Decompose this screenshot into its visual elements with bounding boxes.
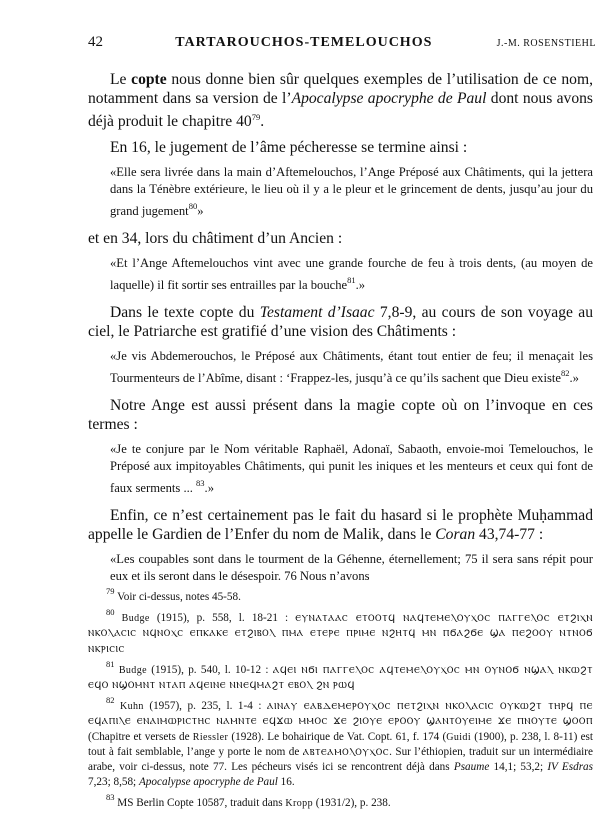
text-span: 7,8-9, au cours de son voyage au ciel, le Patriarche est gratifié d’une vision des Châtiments : xyxy=(88,304,593,340)
text-span: «Elle sera livrée dans la main d’Aftemelouchos, l’Ange Préposé aux Châtiments, qui la jettera dans la Ténèbre extérieure, le lieu où il y a le pleur et le grincement de dents, jusqu’au jour du grand jugement xyxy=(110,165,593,218)
footnote-number: 83 xyxy=(106,792,115,803)
text-span: Budge xyxy=(121,613,150,625)
text-span: 14,1; 53,2; xyxy=(489,761,548,774)
text-span: Testament d’Isaac xyxy=(259,304,375,321)
paragraph-2: En 16, le jugement de l’âme pécheresse se termine ainsi : xyxy=(110,139,468,156)
coptic-text: ⲀⲂⲦⲈⲀⲘⲞⲖⲞⲨⲬⲞⲤ xyxy=(302,746,390,758)
text-span: Enfin, ce n’est certainement pas le fait du hasard si le prophète Muḥammad appelle le Gardien de l’Enfer du nom de Malik, dans le xyxy=(88,507,593,543)
text-span: (1957), p. 235, l. 1-4 : xyxy=(143,700,267,713)
text-span: (1915), p. 540, l. 10-12 : xyxy=(146,663,273,676)
text-span: (1900), p. 238, l. 8-11) est tout à fait semblable, l’ange y porte le nom de xyxy=(88,730,593,758)
text-span: nous donne bien sûr quelques exemples de l’utilisation de ce nom, notamment dans sa version de l’ xyxy=(88,71,593,107)
text-span: . Sur l’éthiopien, traduit sur un intermédiaire arabe, voir ci-dessus, note 77. Les pécheurs visés ici se rencontrent déjà dans xyxy=(88,745,593,774)
quote-4 xyxy=(110,441,593,497)
text-span: (1915), p. 558, l. 18-21 : xyxy=(149,612,296,625)
text-span: dont nous avons déjà produit le chapitre 40 xyxy=(88,90,594,130)
text-span: «Et l’Ange Aftemelouchos vint avec une grande fourche de feu à trois dents, (au moyen de laquelle) il fit sortir ses entrailles par la bouche xyxy=(110,256,593,292)
text-span: Dans le texte copte du xyxy=(110,304,260,321)
quote-3 xyxy=(110,348,593,387)
paragraph-3: et en 34, lors du châtiment d’un Ancien : xyxy=(88,230,343,247)
text-span: » xyxy=(197,204,204,218)
text-span: IV Esdras xyxy=(547,761,593,774)
coptic-text: ⲈⲨⲚⲀⲦⲀⲀⲤ ⲈⲦⲞⲞⲦϤ ⲚⲀϤⲦⲈⲘⲈⲖⲞⲨⲬⲞⲤ ⲠⲀⲄⲄⲈⲖⲞⲤ ⲈⲦϨⲒⲬⲚ ⲚⲔⲞⲖⲀⲤⲒⲤ ⲚϤⲚⲞⲬⲤ ⲈⲠⲔⲀⲔⲈ ⲈⲦϨⲒⲂⲞⲖ ⲠⲘⲀ ⲈⲦⲈⲢⲈ ⲠⲢⲒⲘⲈ ⲚϨⲎⲦϤ ⲘⲚ ⲠϬⲀϨϬⲈ ϢⲀ ⲠⲈϨⲞⲞⲨ ⲚⲦⲚⲞϬ ⲚⲔⲢⲒⲤⲒⲤ xyxy=(88,613,594,655)
text-span: 43,74-77 : xyxy=(475,526,544,543)
footnote-number: 79 xyxy=(106,586,115,596)
footnote-number: 81 xyxy=(106,658,115,669)
quote-2 xyxy=(110,255,593,294)
footnote-83 xyxy=(88,790,593,811)
text-span: Kropp xyxy=(285,798,313,810)
quote-5: «Les coupables sont dans le tourment de la Géhenne, éternellement; 75 il sera sans répit pour eux et ils seront dans le désespoir. 76 Nous n’avons xyxy=(110,552,593,583)
footnote-ref: 79 xyxy=(251,112,261,122)
text-span: Riessler xyxy=(192,731,229,743)
text-span: 7,23; 8,58; xyxy=(88,776,139,789)
footnote-81 xyxy=(88,657,593,693)
text-span: Le xyxy=(110,71,132,88)
paragraph-5: Notre Ange est aussi présent dans la magie copte où on l’invoque en ces termes : xyxy=(88,397,593,433)
text-span: (Chapitre et versets de xyxy=(88,730,193,743)
text-span: (1928). Le bohairique de Vat. Copt. 61, f. 174 ( xyxy=(228,730,447,743)
footnote-80 xyxy=(88,605,593,657)
text-span: 16. xyxy=(277,776,295,789)
text-span: .» xyxy=(204,481,214,495)
running-author: J.-M. ROSENSTIEHL xyxy=(496,38,596,49)
coptic-text: ⲀϤⲈⲒ ⲚϬⲒ ⲠⲀⲄⲄⲈⲖⲞⲤ ⲀϤⲦⲈⲘⲈⲖⲞⲨⲬⲞⲤ ⲘⲚ ⲞⲨⲚⲞϬ ⲚϢⲀⲖ ⲚⲔⲰϨⲦ ⲈϤⲞ ⲚϢⲞⲘⲚⲦ ⲚⲦⲀⲠ ⲀϤⲈⲒⲚⲈ ⲚⲚⲈϤⲘⲀϨⲦ ⲈⲂⲞⲖ ϨⲚ ⲢⲰϤ xyxy=(88,664,594,692)
text-span: .» xyxy=(569,371,579,385)
running-header xyxy=(88,34,596,54)
text-span: Psaume xyxy=(453,761,490,774)
footnote-ref: 81 xyxy=(347,275,356,285)
text-span: Budge xyxy=(118,664,147,676)
text-span: copte xyxy=(131,71,167,88)
footnote-ref: 80 xyxy=(188,201,198,211)
footnote-number: 82 xyxy=(106,695,115,706)
footnote-number: 80 xyxy=(106,607,115,618)
text-span: . xyxy=(260,113,265,130)
footnotes xyxy=(88,584,593,812)
text-span: Coran xyxy=(435,526,476,543)
coptic-text: ⲀⲒⲚⲀⲨ ⲈⲀⲂⲆⲈⲘⲈⲢⲞⲨⲬⲞⲤ ⲠⲈⲦϨⲒⲬⲚ ⲚⲔⲞⲖⲀⲤⲒⲤ ⲞⲨⲔⲰϨⲦ ⲦⲎⲢϤ ⲠⲈ ⲈϤⲀⲠⲒⲖⲈ ⲈⲚⲀⲒⲘⲰⲢⲒⲤⲦⲎⲤ ⲚⲀⲘⲚⲦⲈ ⲈϤϪⲰ ⲘⲘⲞⲤ ϪⲈ ϨⲒⲞⲨⲈ ⲈⲢⲞⲞⲨ ϢⲀⲚⲦⲞⲨⲈⲒⲘⲈ ϪⲈ ⲠⲚⲞⲨⲦⲈ ϢⲞⲞⲠ xyxy=(88,701,593,728)
text-span: Guidi xyxy=(446,731,471,743)
text-span: (1931/2), p. 238. xyxy=(312,797,391,810)
paragraph-6 xyxy=(88,506,593,544)
text-span: «Je te conjure par le Nom véritable Raphaël, Adonaï, Sabaoth, envoie-moi Temelouchos, le Préposé aux impitoyables Châtiments, qui punit les iniques et les menteurs et ceux qui font de faux serments ... xyxy=(110,442,593,495)
paragraph-1 xyxy=(88,70,593,131)
text-span: MS Berlin Copte 10587, traduit dans xyxy=(114,797,286,810)
text-span: Kuhn xyxy=(120,701,144,713)
footnote-79 xyxy=(88,584,593,605)
text-span: .» xyxy=(355,278,366,292)
footnote-ref: 83 xyxy=(196,478,205,488)
running-title: TARTAROUCHOS-TEMELOUCHOS xyxy=(175,35,433,50)
text-span: «Je vis Abdemerouchos, le Préposé aux Châtiments, étant tout entier de feu; il menaçait les Tourmenteurs de l’Abîme, disant : ‘Frappez-les, jusqu’à ce qu’ils sachent que Dieu existe xyxy=(110,349,593,385)
footnote-ref: 82 xyxy=(560,368,570,378)
page-number: 42 xyxy=(88,34,103,50)
text-span: Apocalypse apocryphe de Paul xyxy=(291,90,487,107)
text-span: Apocalypse apocryphe de Paul xyxy=(138,776,278,789)
main-text xyxy=(88,70,593,594)
footnote-82 xyxy=(88,693,593,790)
quote-1 xyxy=(110,164,593,220)
paragraph-4 xyxy=(88,303,593,341)
text-span: Voir ci-dessus, notes 45-58. xyxy=(114,591,241,603)
